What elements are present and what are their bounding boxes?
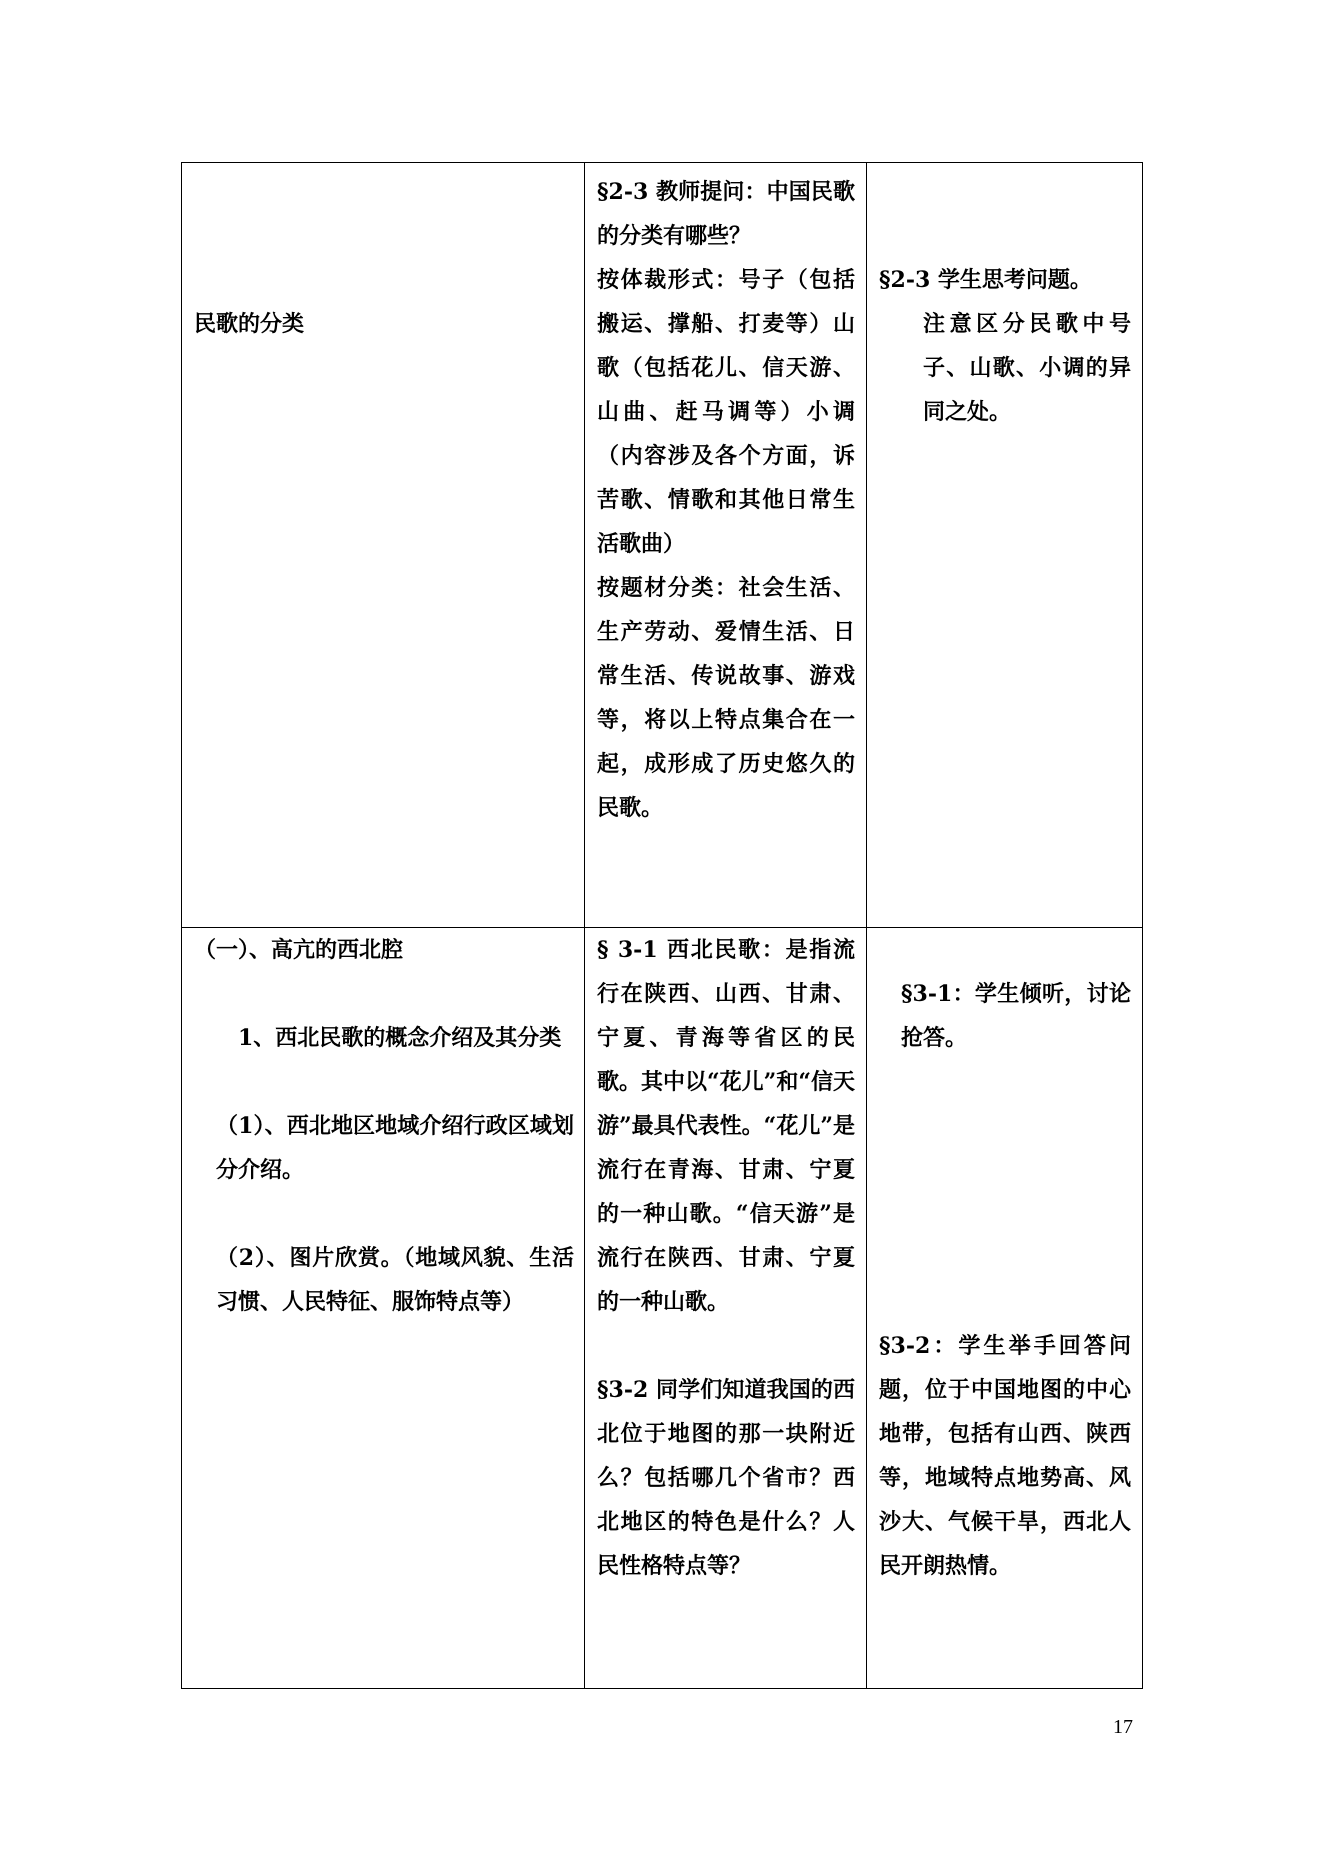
table-column-divider-2 xyxy=(866,162,867,1689)
classification-by-theme: 按题材分类：社会生活、生产劳动、爱情生活、日常生活、传说故事、游戏等，将以上特点集合在一起，成形成了历史悠久的民歌。 xyxy=(597,575,855,821)
student-note: 注意区分民歌中号子、山歌、小调的异同之处。 xyxy=(923,311,1131,425)
row2-col1-cell xyxy=(194,928,574,1324)
section-heading: （一）、高亢的西北腔 xyxy=(194,937,404,963)
table-border-left xyxy=(181,162,182,1689)
teacher-question: §2-3 教师提问：中国民歌的分类有哪些？ xyxy=(597,179,855,249)
table-border-bottom xyxy=(181,1688,1143,1689)
row2-col2-cell xyxy=(597,928,855,1588)
item-1: （1）、西北地区地域介绍行政区域划分介绍。 xyxy=(216,1113,574,1183)
student-response-3-1: §3-1：学生倾听，讨论抢答。 xyxy=(901,981,1131,1051)
student-activity: §2-3 学生思考问题。 xyxy=(879,267,1092,293)
subsection-heading: 1、西北民歌的概念介绍及其分类 xyxy=(238,1025,562,1051)
topic-title: 民歌的分类 xyxy=(194,311,305,337)
page-number: 17 xyxy=(1113,1716,1133,1738)
row1-col2-cell xyxy=(597,170,855,830)
table-border-top xyxy=(181,162,1143,163)
table-column-divider-1 xyxy=(584,162,585,1689)
item-2: （2）、图片欣赏。（地域风貌、生活习惯、人民特征、服饰特点等） xyxy=(216,1245,574,1315)
row1-col3-cell xyxy=(879,258,1131,434)
row2-col3-cell xyxy=(879,972,1131,1588)
northwest-folk-song-definition: § 3-1 西北民歌：是指流行在陕西、山西、甘肃、宁夏、青海等省区的民歌。其中以“花儿”和“信天游”最具代表性。“花儿”是流行在青海、甘肃、宁夏的一种山歌。“信天游”是流行在陕西、甘肃、宁夏的一种山歌。 xyxy=(597,937,855,1315)
table-border-right xyxy=(1142,162,1143,1689)
classification-by-genre: 按体裁形式：号子（包括搬运、撑船、打麦等）山歌（包括花儿、信天游、山曲、赶马调等）小调（内容涉及各个方面，诉苦歌、情歌和其他日常生活歌曲） xyxy=(597,267,855,557)
teacher-question-northwest: §3-2 同学们知道我国的西北位于地图的那一块附近么？包括哪几个省市？西北地区的特色是什么？人民性格特点等？ xyxy=(597,1377,855,1579)
row1-col1-cell xyxy=(194,302,574,346)
student-response-3-2: §3-2：学生举手回答问题，位于中国地图的中心地带，包括有山西、陕西等，地域特点地势高、风沙大、气候干旱，西北人民开朗热情。 xyxy=(879,1333,1131,1579)
